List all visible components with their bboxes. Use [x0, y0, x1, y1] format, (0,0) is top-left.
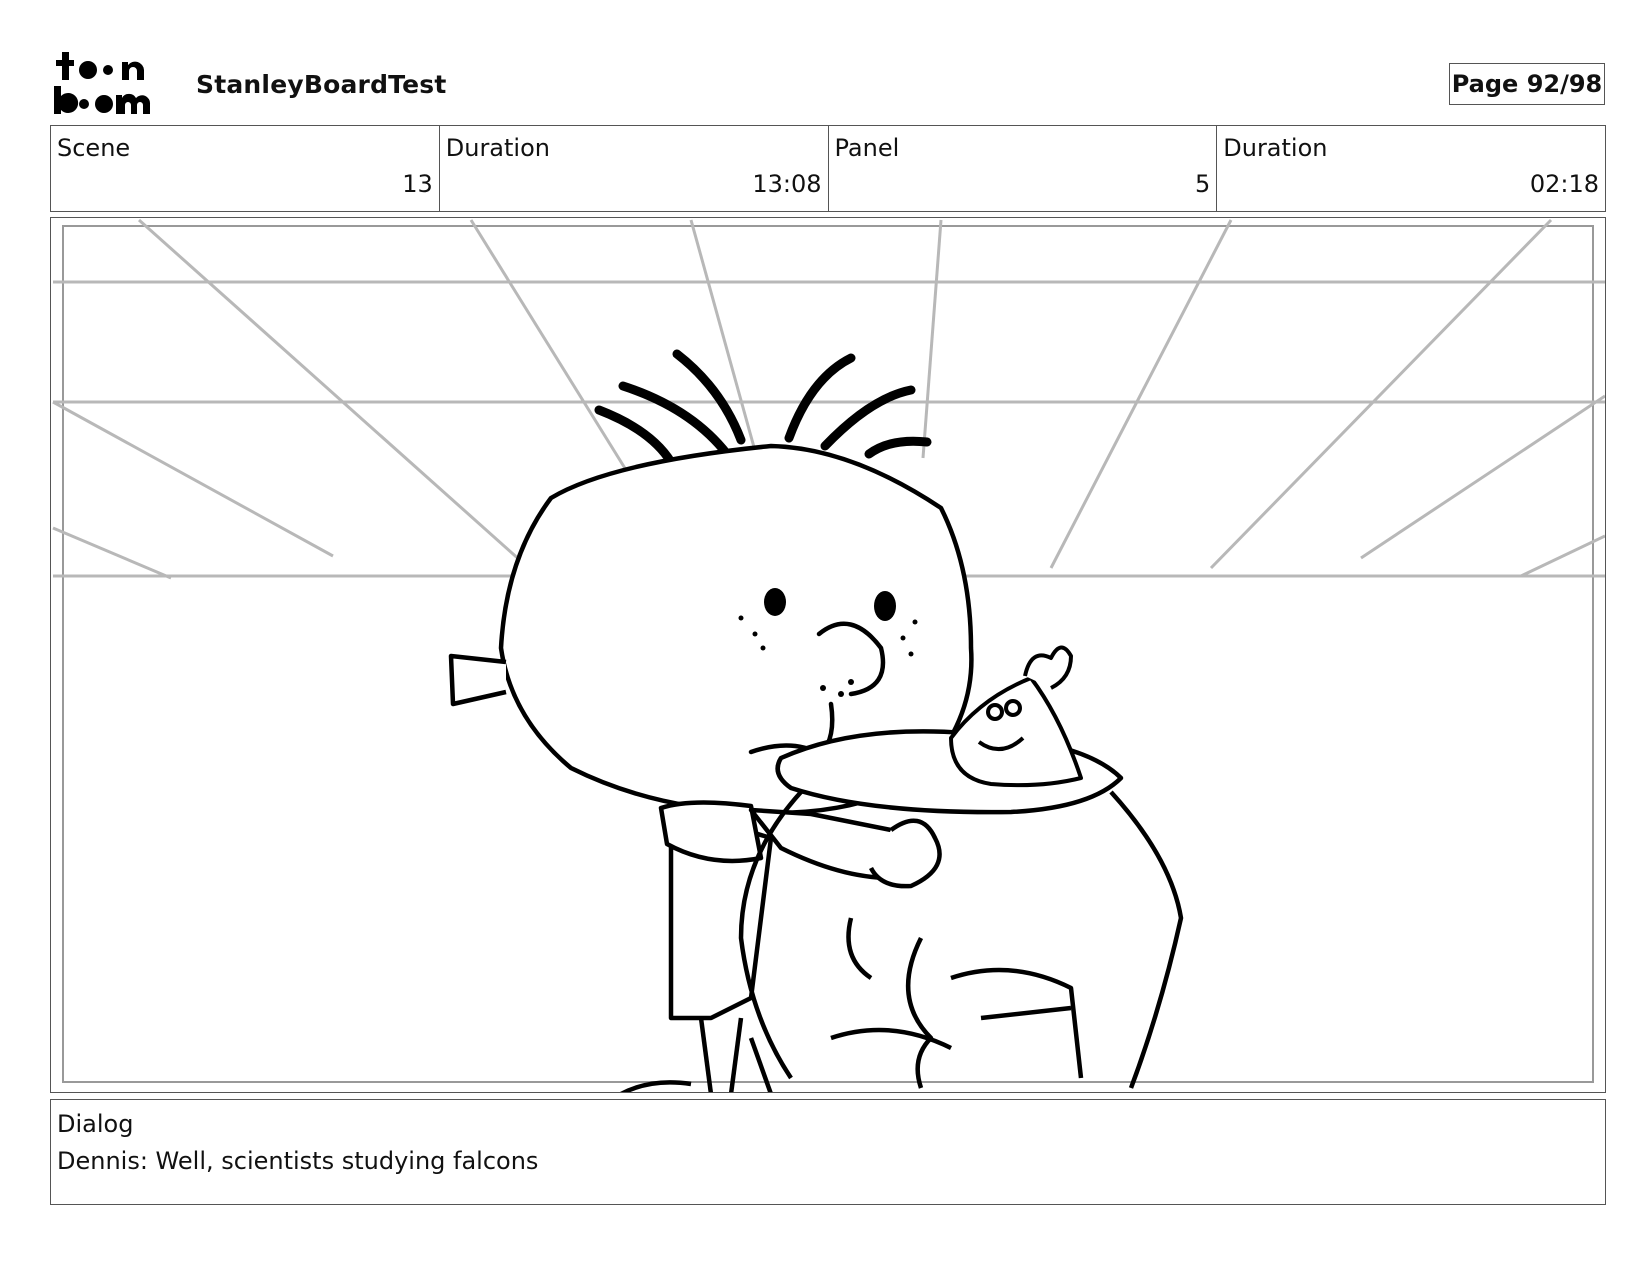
scene-cell [51, 126, 440, 211]
panel-label: Panel [834, 134, 900, 162]
scene-duration-cell [440, 126, 829, 211]
scene-value: 13 [402, 170, 433, 198]
dialog-label: Dialog [57, 1110, 134, 1138]
scene-duration-value: 13:08 [752, 170, 822, 198]
dialog-box [50, 1099, 1606, 1205]
panel-info-row [50, 125, 1606, 212]
project-title: StanleyBoardTest [196, 70, 447, 99]
storyboard-drawing-icon [51, 218, 1606, 1093]
panel-duration-cell [1217, 126, 1605, 211]
panel-duration-label: Duration [1223, 134, 1328, 162]
storyboard-panel [50, 217, 1606, 1093]
panel-value: 5 [1194, 170, 1211, 198]
scene-duration-label: Duration [445, 134, 550, 162]
toonboom-logo-icon [52, 50, 170, 116]
dialog-text: Dennis: Well, scientists studying falcons [57, 1147, 539, 1175]
page-indicator: Page 92/98 [1449, 63, 1605, 105]
panel-duration-value: 02:18 [1529, 170, 1599, 198]
panel-cell [829, 126, 1218, 211]
scene-label: Scene [57, 134, 131, 162]
